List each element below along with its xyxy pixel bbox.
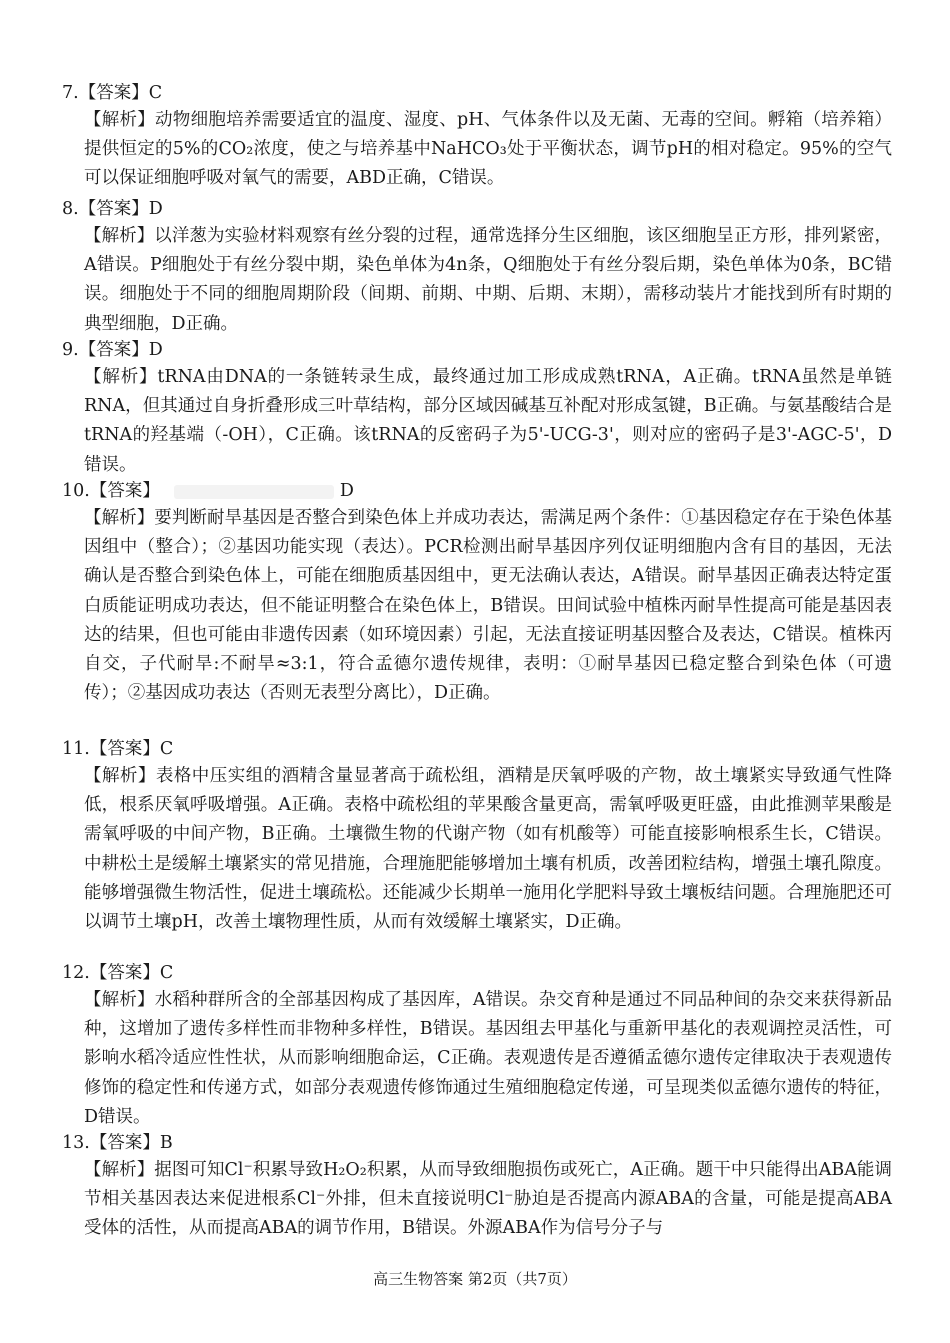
answer-line: 8.【答案】D: [62, 199, 163, 219]
answer-item-12: [62, 960, 892, 1132]
explanation-text: 【解析】水稻种群所含的全部基因构成了基因库，A错误。杂交育种是通过不同品种间的杂交来获得新品种，这增加了遗传多样性而非物种多样性，B错误。基因组去甲基化与重新甲基化的表观调控灵活性，可影响水稻冷适应性性状，从而影响细胞命运，C正确。表观遗传是否遵循孟德尔遗传定律取决于表观遗传修饰的稳定性和传递方式，如部分表观遗传修饰通过生殖细胞稳定传递，可呈现类似孟德尔遗传的特征，D错误。: [84, 990, 892, 1127]
blurred-region: [174, 485, 334, 499]
answer-line: 7.【答案】C: [62, 83, 163, 103]
answer-item-13: [62, 1130, 892, 1244]
answer-item-8: [62, 196, 892, 339]
answer-item-11: [62, 736, 892, 937]
answer-item-9: [62, 337, 892, 480]
answer-item-7: [62, 80, 892, 194]
answer-line: [62, 478, 892, 504]
explanation-text: 【解析】据图可知Cl⁻积累导致H₂O₂积累，从而导致细胞损伤或死亡，A正确。题干中只能得出ABA能调节相关基因表达来促进根系Cl⁻外排，但未直接说明Cl⁻胁迫是否提高内源ABA的含量，可能是提高ABA受体的活性，从而提高ABA的调节作用，B错误。外源ABA作为信号分子与: [84, 1160, 892, 1239]
explanation-text: 【解析】动物细胞培养需要适宜的温度、湿度、pH、气体条件以及无菌、无毒的空间。孵箱（培养箱）提供恒定的5%的CO₂浓度，使之与培养基中NaHCO₃处于平衡状态，调节pH的相对稳定。95%的空气可以保证细胞呼吸对氧气的需要，ABD正确，C错误。: [84, 110, 892, 189]
answer-item-10: [62, 478, 892, 708]
explanation-text: 【解析】tRNA由DNA的一条链转录生成，最终通过加工形成成熟tRNA，A正确。tRNA虽然是单链RNA，但其通过自身折叠形成三叶草结构，部分区域因碱基互补配对形成氢键，B正确。与氨基酸结合是tRNA的羟基端（-OH），C正确。该tRNA的反密码子为5'-UCG-3'，则对应的密码子是3'-AGC-5'，D错误。: [84, 367, 892, 475]
answer-line: 13.【答案】B: [62, 1133, 173, 1153]
answer-line: 9.【答案】D: [62, 340, 163, 360]
answer-label: 10.【答案】: [62, 481, 160, 501]
explanation-text: 【解析】表格中压实组的酒精含量显著高于疏松组，酒精是厌氧呼吸的产物，故土壤紧实导致通气性降低，根系厌氧呼吸增强。A正确。表格中疏松组的苹果酸含量更高，需氧呼吸更旺盛，由此推测苹果酸是需氧呼吸的中间产物，B正确。土壤微生物的代谢产物（如有机酸等）可能直接影响根系生长，C错误。中耕松土是缓解土壤紧实的常见措施，合理施肥能够增加土壤有机质，改善团粒结构，增强土壤孔隙度。能够增强微生物活性，促进土壤疏松。还能减少长期单一施用化学肥料导致土壤板结问题。合理施肥还可以调节土壤pH，改善土壤物理性质，从而有效缓解土壤紧实，D正确。: [84, 766, 892, 933]
answer-line: 12.【答案】C: [62, 963, 174, 983]
explanation-text: 【解析】要判断耐旱基因是否整合到染色体上并成功表达，需满足两个条件：①基因稳定存在于染色体基因组中（整合）；②基因功能实现（表达）。PCR检测出耐旱基因序列仅证明细胞内含有目的基因，无法确认是否整合到染色体上，可能在细胞质基因组中，更无法确认表达，A错误。耐旱基因正确表达特定蛋白质能证明成功表达，但不能证明整合在染色体上，B错误。田间试验中植株丙耐旱性提高可能是基因表达的结果，但也可能由非遗传因素（如环境因素）引起，无法直接证明基因整合及表达，C错误。植株丙自交，子代耐旱:不耐旱≈3:1，符合孟德尔遗传规律，表明：①耐旱基因已稳定整合到染色体（可遗传）；②基因成功表达（否则无表型分离比），D正确。: [84, 508, 892, 704]
explanation-text: 【解析】以洋葱为实验材料观察有丝分裂的过程，通常选择分生区细胞，该区细胞呈正方形，排列紧密，A错误。P细胞处于有丝分裂中期，染色单体为4n条，Q细胞处于有丝分裂后期，染色单体为0条，BC错误。细胞处于不同的细胞周期阶段（间期、前期、中期、后期、末期），需移动装片才能找到所有时期的典型细胞，D正确。: [84, 226, 892, 334]
answer-value: D: [339, 481, 354, 501]
page-footer: 高三生物答案 第2页（共7页）: [373, 1270, 577, 1288]
answer-line: 11.【答案】C: [62, 739, 174, 759]
